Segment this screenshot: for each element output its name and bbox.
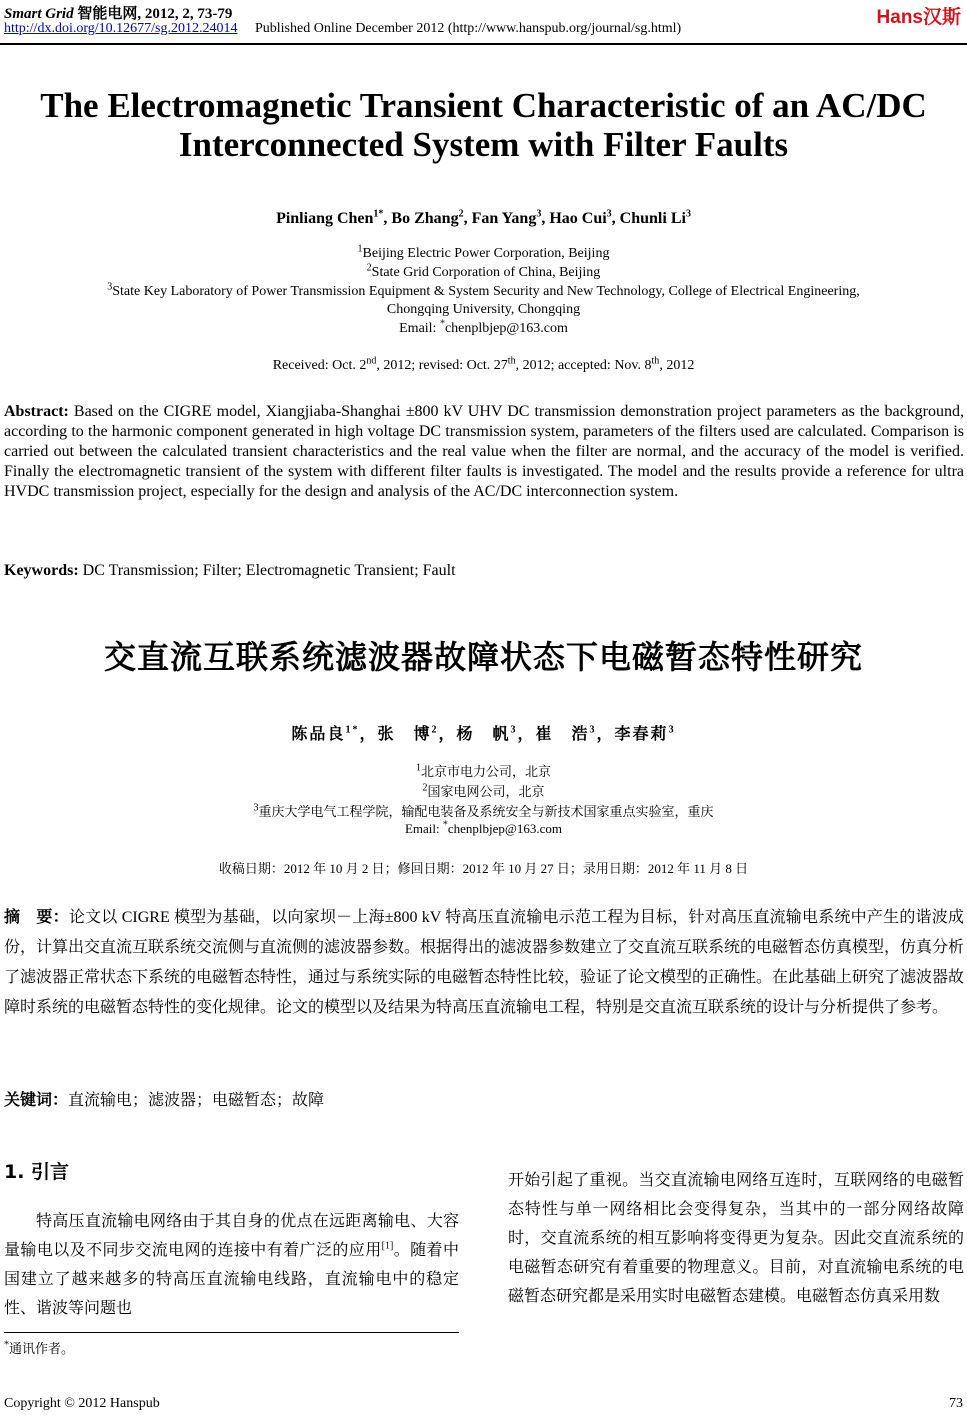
author-name: 杨 帆 [456,726,511,743]
author-list-cn [0,721,967,744]
published-online: Published Online December 2012 (http://www.hanspub.org/journal/sg.html) [254,21,682,36]
author-name: Fan Yang [471,210,537,227]
abstract-label: Abstract: [4,403,69,420]
affil-text: 重庆大学电气工程学院，输配电装备及系统安全与新技术国家重点实验室，重庆 [258,804,714,819]
author-name: 崔 浩 [535,726,590,743]
affiliation-en-2 [0,262,967,281]
section-heading: 1. 引言 [4,1161,70,1183]
keywords-en [4,561,964,581]
footnote-divider [4,1332,459,1333]
author-sup: 2 [458,208,464,220]
author-sup: 3 [606,208,612,220]
author-sep: , [541,210,550,227]
keywords-text: 直流输电；滤波器；电磁暂态；故障 [68,1092,325,1109]
abstract-en [4,402,964,502]
email-address[interactable]: chenplbjep@163.com [447,821,563,836]
affiliation-cn-3 [0,801,967,820]
author-sep: , [611,210,620,227]
affil-text: 北京市电力公司，北京 [420,764,551,779]
email-label: Email: [404,821,443,836]
author-sup: 3 [536,208,542,220]
abstract-label: 摘 要： [4,907,69,926]
email-label: Email: [399,321,440,336]
author-sep: ， [596,726,615,743]
footnote [4,1338,74,1357]
author-sup: 2 [431,724,439,736]
author-list-en [0,210,967,228]
affil-sup: 2 [422,782,428,794]
body-column-right: 开始引起了重视。当交直流输电网络互连时，互联网络的电磁暂态特性与单一网络相比会变得复杂，当其中的一部分网络故障时，交直流系统的相互影响将变得更为复杂。因此交直流系统的电磁暂态研究有着重要的物理意义。目前，对直流输电系统的电磁暂态研究都是采用实时电磁暂态建模。电磁暂态仿真采用数 [508,1172,964,1305]
year-text: , 2012 [659,358,695,373]
keywords-text: DC Transmission; Filter; Electromagnetic Transient; Fault [78,562,456,579]
affil-text: State Key Laboratory of Power Transmission Equipment & System Security and New Technology, College of Electrical Engineering, [112,284,860,299]
received-text: Received: Oct. 2 [272,358,367,373]
citation-ref[interactable]: [1] [381,1240,394,1252]
journal-name: Smart Grid [4,6,74,22]
keywords-cn [4,1085,964,1116]
abstract-cn [4,902,964,1023]
author-sup: 3 [668,724,676,736]
affil-text: Beijing Electric Power Corporation, Beijing [362,246,610,261]
received-dates-cn: 收稿日期：2012 年 10 月 2 日；修回日期：2012 年 10 月 27 日；录用日期：2012 年 11 月 8 日 [218,861,749,876]
copyright: Copyright © 2012 Hanspub [4,1396,160,1411]
doi-line [4,21,681,37]
body-text: 。随着中国建立了越来越多的特高压直流输电线路，直流输电中的稳定性、谐波等问题也 [4,1242,459,1317]
author-sep: ， [359,726,378,743]
ordinal-sup: th [651,355,660,367]
journal-volume-info: 智能电网, 2012, 2, 73-79 [77,6,233,22]
footnote-sup: * [4,1339,9,1351]
author-sup: 3 [589,724,597,736]
author-name: 李春莉 [614,726,669,743]
accepted-text: , 2012; accepted: Nov. 8 [515,358,652,373]
header-divider [0,43,967,45]
author-name: Pinliang Chen [276,210,374,227]
author-sep: , [383,210,392,227]
author-sup: 1* [345,724,360,736]
author-name: 张 博 [377,726,432,743]
author-sep: ， [438,726,457,743]
body-column-left [4,1207,459,1323]
affil-sup: 3 [107,281,113,293]
hans-logo: Hans汉斯 [876,7,961,28]
author-sup: 1* [373,208,384,220]
author-sep: , [463,210,472,227]
doi-link[interactable]: http://dx.doi.org/10.12677/sg.2012.24014 [4,21,238,36]
affiliation-en-3 [0,281,967,300]
body-text: 特高压直流输电网络由于其自身的优点在远距离输电、大容量输电以及不同步交流电网的连接中有着广泛的应用 [4,1213,459,1259]
keywords-label: Keywords: [4,562,79,579]
journal-citation [4,2,232,23]
affil-sup: 1 [357,243,363,255]
author-name: Bo Zhang [391,210,459,227]
affil-text: State Grid Corporation of China, Beijing [371,265,601,280]
abstract-text: Based on the CIGRE model, Xiangjiaba-Shanghai ±800 kV UHV DC transmission demonstration project parameters as the background, according to the harmonic component generated in high voltage DC transmission system, parameters of the filters used are calculated. Comparison is carried out between the calculated transient characteristics and the real value when the filter are normal, and the accuracy of the model is verified. Finally the electromagnetic transient of the system with different filter faults is investigated. The model and the results provide a reference for ultra HVDC transmission project, especially for the design and analysis of the AC/DC interconnection system. [4,403,964,500]
email-cn [0,821,967,837]
author-name: 陈品良 [291,726,346,743]
affiliation-cn-1 [0,761,967,780]
affiliation-cn-2 [0,781,967,800]
email-sup: * [442,819,448,831]
author-name: Chunli Li [619,210,686,227]
affil-text: 国家电网公司，北京 [427,784,545,799]
received-dates-en [0,355,967,374]
author-sup: 3 [685,208,691,220]
page-number: 73 [949,1396,963,1411]
email-address[interactable]: chenplbjep@163.com [444,321,568,336]
ordinal-sup: nd [366,355,377,367]
author-sep: ， [517,726,536,743]
paper-title-cn: 交直流互联系统滤波器故障状态下电磁暂态特性研究 [103,638,863,676]
affil-sup: 1 [415,762,421,774]
footnote-text: 通讯作者。 [9,1341,75,1356]
affiliation-en-1 [0,243,967,262]
keywords-label: 关键词： [4,1090,69,1109]
ordinal-sup: th [507,355,516,367]
affil-sup: 3 [253,802,259,814]
paper-title-en: The Electromagnetic Transient Characteristic of an AC/DC Interconnected System with Filter Faults [40,86,927,164]
revised-text: , 2012; revised: Oct. 27 [376,358,508,373]
email-en [0,318,967,337]
author-sup: 3 [510,724,518,736]
abstract-text: 论文以 CIGRE 模型为基础，以向家坝－上海±800 kV 特高压直流输电示范工程为目标，针对高压直流输电系统中产生的谐波成份，计算出交直流互联系统交流侧与直流侧的滤波器参数。根据得出的滤波器参数建立了交直流互联系统的电磁暂态仿真模型，仿真分析了滤波器正常状态下系统的电磁暂态特性，通过与系统实际的电磁暂态特性比较，验证了论文模型的正确性。在此基础上研究了滤波器故障时系统的电磁暂态特性的变化规律。论文的模型以及结果为特高压直流输电工程，特别是交直流互联系统的设计与分析提供了参考。 [4,909,965,1016]
author-name: Hao Cui [549,210,607,227]
affiliation-en-3-cont: Chongqing University, Chongqing [386,302,581,317]
email-sup: * [439,318,445,330]
affil-sup: 2 [366,262,372,274]
